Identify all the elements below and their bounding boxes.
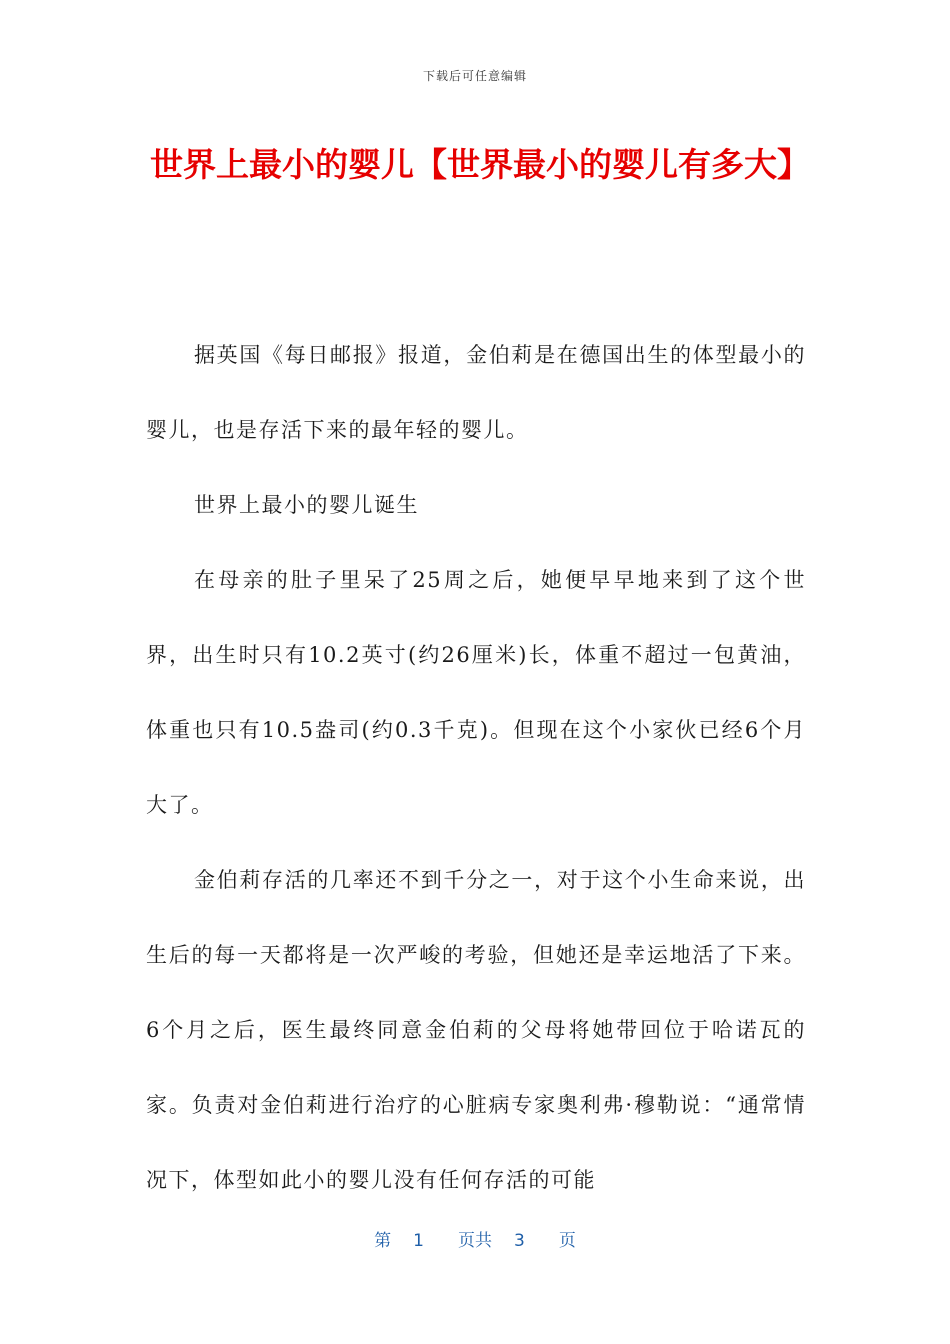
page-middle: 页共 (458, 1231, 492, 1251)
page-suffix: 页 (558, 1231, 576, 1251)
header-note: 下载后可任意编辑 (422, 69, 527, 83)
paragraph: 金伯莉存活的几率还不到千分之一，对于这个小生命来说，出生后的每一天都将是一次严峻的考验，但她还是幸运地活了下来。6个月之后，医生最终同意金伯莉的父母将她带回位于哈诺瓦的家。负责对金伯莉进行治疗的心脏病专家奥利弗·穆勒说：“通常情况下，体型如此小的婴儿没有任何存活的可能 (146, 868, 806, 1192)
document-body (146, 318, 806, 1218)
section-heading: 世界上最小的婴儿诞生 (194, 493, 419, 517)
page-total: 3 (514, 1231, 525, 1251)
page-current: 1 (413, 1231, 424, 1251)
page-number-footer (0, 1226, 950, 1251)
paragraph: 据英国《每日邮报》报道，金伯莉是在德国出生的体型最小的婴儿，也是存活下来的最年轻的婴儿。 (146, 343, 806, 442)
page-prefix: 第 (374, 1231, 392, 1251)
paragraph: 在母亲的肚子里呆了25周之后，她便早早地来到了这个世界，出生时只有10.2英寸(约26厘米)长，体重不超过一包黄油，体重也只有10.5盎司(约0.3千克)。但现在这个小家伙已经6个月大了。 (146, 568, 806, 817)
document-title: 世界上最小的婴儿【世界最小的婴儿有多大】 (150, 145, 810, 184)
